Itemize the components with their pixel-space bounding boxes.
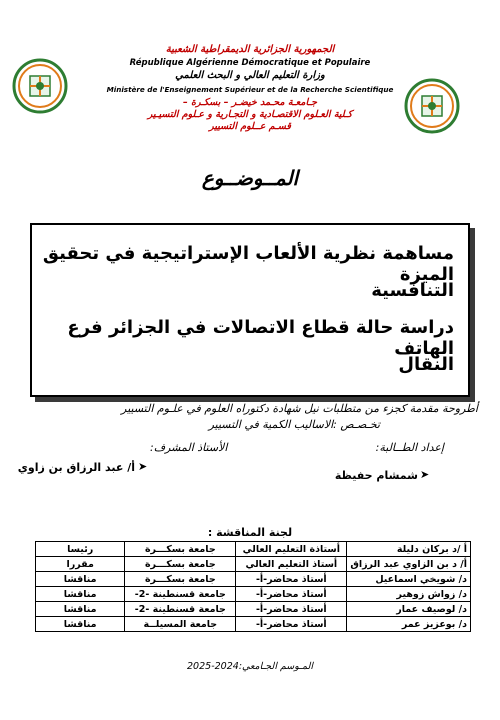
member-university: جامعة بسكـــرة xyxy=(125,572,236,587)
member-role: رئيسا xyxy=(36,542,125,557)
republic-french: République Algérienne Démocratique et Populaire xyxy=(129,58,371,68)
member-university: جامعة بسكـــرة xyxy=(125,542,236,557)
member-university: جامعة قسنطينة -2- xyxy=(125,602,236,617)
member-grade: أستاذ محاضر-أ- xyxy=(236,617,347,632)
title-line-2: التنافسية xyxy=(371,280,454,301)
student-name: شمشام حفيظة xyxy=(334,469,418,482)
university-logo-left xyxy=(12,58,68,114)
title-box xyxy=(30,223,470,397)
academic-year: المـوسم الجـامعي:2024-2025 xyxy=(187,661,313,672)
member-university: جامعة المسيلــة xyxy=(125,617,236,632)
member-role: مناقشا xyxy=(36,617,125,632)
department-name: قسـم عــلوم التسيير xyxy=(209,121,291,132)
table-row xyxy=(36,542,471,557)
table-row xyxy=(36,617,471,632)
supervisor-name: أ/ عبد الرزاق بن زاوي xyxy=(17,461,135,474)
supervisor-label: الأستاذ المشرف: xyxy=(150,441,228,454)
member-role: مقررا xyxy=(36,557,125,572)
thesis-specialty: تخـصـص :الاساليب الكمية في التسيير xyxy=(208,418,380,431)
member-university: جامعة قسنطينة -2- xyxy=(125,587,236,602)
member-grade: أستاذة التعليم العالي xyxy=(236,542,347,557)
table-row xyxy=(36,587,471,602)
title-line-4: النقال xyxy=(398,354,454,375)
faculty-name: كـلية العـلوم الاقتصـادية و التجـارية و عـلوم التسيـير xyxy=(147,109,353,120)
ministry-arabic: وزارة التعليم العالي و البحث العلمي xyxy=(175,70,325,81)
member-grade: أستاذ محاضر-أ- xyxy=(236,572,347,587)
table-row xyxy=(36,572,471,587)
title-line-1: مساهمة نظرية الألعاب الإستراتيجية في تحقيق الميزة xyxy=(42,243,454,285)
member-role: مناقشا xyxy=(36,572,125,587)
table-row xyxy=(36,602,471,617)
thesis-description: أطروحة مقدمة كجزء من متطلبات نيل شهادة دكتوراه العلوم في علـوم التسيير xyxy=(121,402,478,415)
student-arrow-icon: ➤ xyxy=(420,468,430,481)
member-name: د/ بوعزيز عمر xyxy=(347,617,471,632)
committee-table xyxy=(35,541,471,632)
member-role: مناقشا xyxy=(36,587,125,602)
university-logo-right xyxy=(404,78,460,134)
subject-label: المــوضــوع xyxy=(201,166,299,190)
member-name: د/ شويخي اسماعيل xyxy=(347,572,471,587)
member-name: أ/ د بن الزاوي عبد الرزاق xyxy=(347,557,471,572)
title-line-3: دراسة حالة قطاع الاتصالات في الجزائر فرع الهاتف xyxy=(67,317,454,359)
member-grade: أستاذ محاضر-أ- xyxy=(236,587,347,602)
ministry-french: Ministère de l'Enseignement Supérieur et de la Recherche Scientifique xyxy=(106,85,394,94)
table-row xyxy=(36,557,471,572)
member-name: د/ زواش زوهير xyxy=(347,587,471,602)
committee-title: لجنة المناقشة : xyxy=(207,526,293,539)
university-name: جـامعـة محـمد خيضـر – بسكـرة – xyxy=(183,97,317,108)
member-grade: أستاذ التعليم العالي xyxy=(236,557,347,572)
republic-arabic: الجمهورية الجزائرية الديمقراطية الشعبية xyxy=(165,44,335,55)
member-name: د/ لوصيف عمار xyxy=(347,602,471,617)
supervisor-arrow-icon: ➤ xyxy=(138,460,148,473)
member-name: أ /د بركان دليلة xyxy=(347,542,471,557)
member-grade: أستاذ محاضر-أ- xyxy=(236,602,347,617)
member-role: مناقشا xyxy=(36,602,125,617)
member-university: جامعة بسكـــرة xyxy=(125,557,236,572)
student-label: إعداد الطــالبة: xyxy=(375,441,444,454)
